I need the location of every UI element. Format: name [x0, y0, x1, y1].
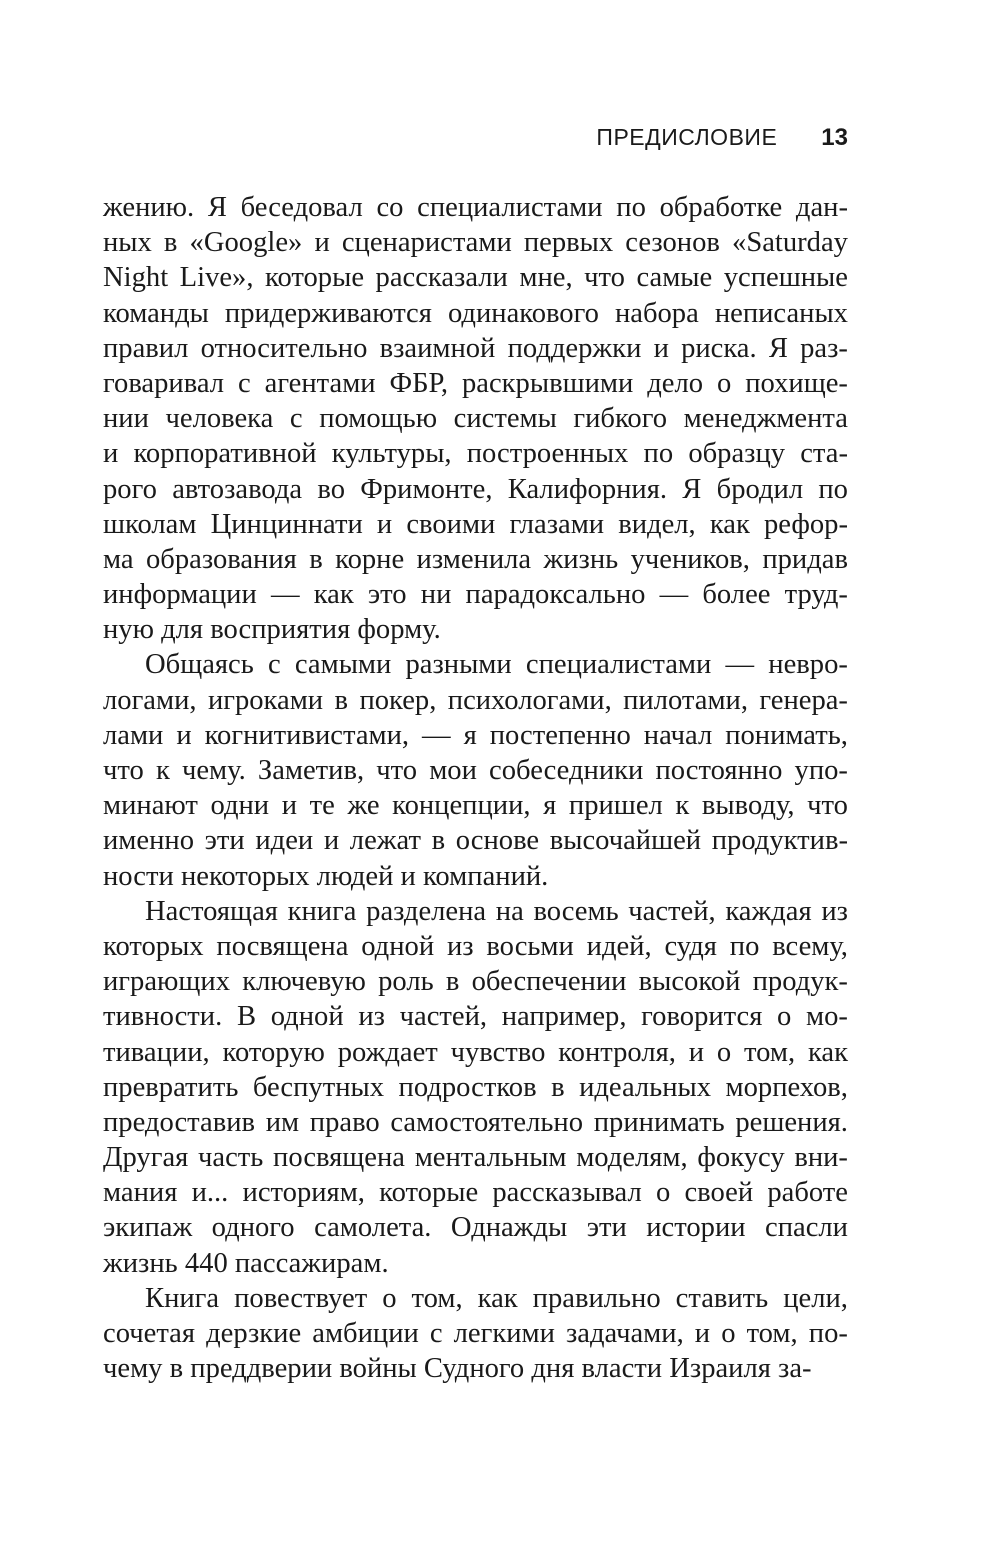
paragraph	[103, 1281, 848, 1387]
text-line: логами, игроками в покер, психологами, пилотами, генера-	[103, 684, 848, 716]
running-header	[596, 124, 848, 152]
text-line: что к чему. Заметив, что мои собеседники постоянно упо-	[103, 755, 848, 786]
text-line: нии человека с помощью системы гибкого менеджмента	[103, 403, 848, 435]
text-line: минают одни и те же концепции, я пришел к выводу, что	[103, 790, 848, 822]
text-line: предоставив им право самостоятельно принимать решения.	[103, 1106, 848, 1138]
text-line: мания и... историям, которые рассказывал о своей работе	[103, 1177, 848, 1209]
text-line: Книга повествует о том, как правильно ставить цели,	[145, 1282, 848, 1314]
text-line: Night Live», которые рассказали мне, что самые успешные	[103, 262, 848, 294]
text-line: тивации, которую рождает чувство контроля, и о том, как	[103, 1036, 848, 1068]
text-line: ма образования в корне изменила жизнь учеников, придав	[103, 543, 848, 575]
text-line: жению. Я беседовал со специалистами по обработке дан-	[103, 192, 848, 223]
body-text	[103, 190, 848, 1386]
paragraph	[103, 894, 848, 1281]
text-line: чему в преддверии войны Судного дня власти Израиля за-	[103, 1353, 812, 1385]
text-line: команды придерживаются одинакового набора неписаных	[103, 297, 848, 329]
text-line: превратить беспутных подростков в идеальных морпехов,	[103, 1071, 848, 1103]
text-line: говаривал с агентами ФБР, раскрывшими дело о похище-	[103, 367, 848, 399]
text-line: лами и когнитивистами, — я постепенно начал понимать,	[103, 719, 848, 751]
text-line: информации — как это ни парадоксально — более труд-	[103, 579, 848, 611]
text-line: ную для восприятия форму.	[103, 614, 441, 646]
text-line: именно эти идеи и лежат в основе высочайшей продуктив-	[103, 825, 848, 857]
text-line: тивности. В одной из частей, например, говорится о мо-	[103, 1001, 848, 1033]
text-line: школам Цинциннати и своими глазами видел, как рефор-	[103, 508, 848, 540]
text-line: Общаясь с самыми разными специалистами — невро-	[145, 649, 848, 681]
text-line: и корпоративной культуры, построенных по образцу ста-	[103, 438, 848, 470]
text-line: Настоящая книга разделена на восемь частей, каждая из	[145, 895, 848, 927]
text-line: играющих ключевую роль в обеспечении высокой продук-	[103, 966, 848, 998]
paragraph	[103, 647, 848, 893]
section-title: ПРЕДИСЛОВИЕ	[596, 124, 778, 150]
text-line: правил относительно взаимной поддержки и риска. Я раз-	[103, 332, 848, 364]
text-line: ности некоторых людей и компаний.	[103, 860, 549, 892]
text-line: ных в «Google» и сценаристами первых сезонов «Saturday	[103, 227, 848, 259]
text-line: сочетая дерзкие амбиции с легкими задачами, и о том, по-	[103, 1318, 848, 1349]
text-line: жизнь 440 пассажирам.	[103, 1247, 389, 1279]
paragraph	[103, 190, 848, 647]
text-line: экипаж одного самолета. Однажды эти истории спасли	[103, 1212, 848, 1244]
page-number: 13	[821, 124, 848, 151]
text-line: Другая часть посвящена ментальным моделям, фокусу вни-	[103, 1142, 848, 1174]
text-line: рого автозавода во Фримонте, Калифорния. Я бродил по	[103, 473, 848, 505]
text-line: которых посвящена одной из восьми идей, судя по всему,	[103, 930, 848, 962]
